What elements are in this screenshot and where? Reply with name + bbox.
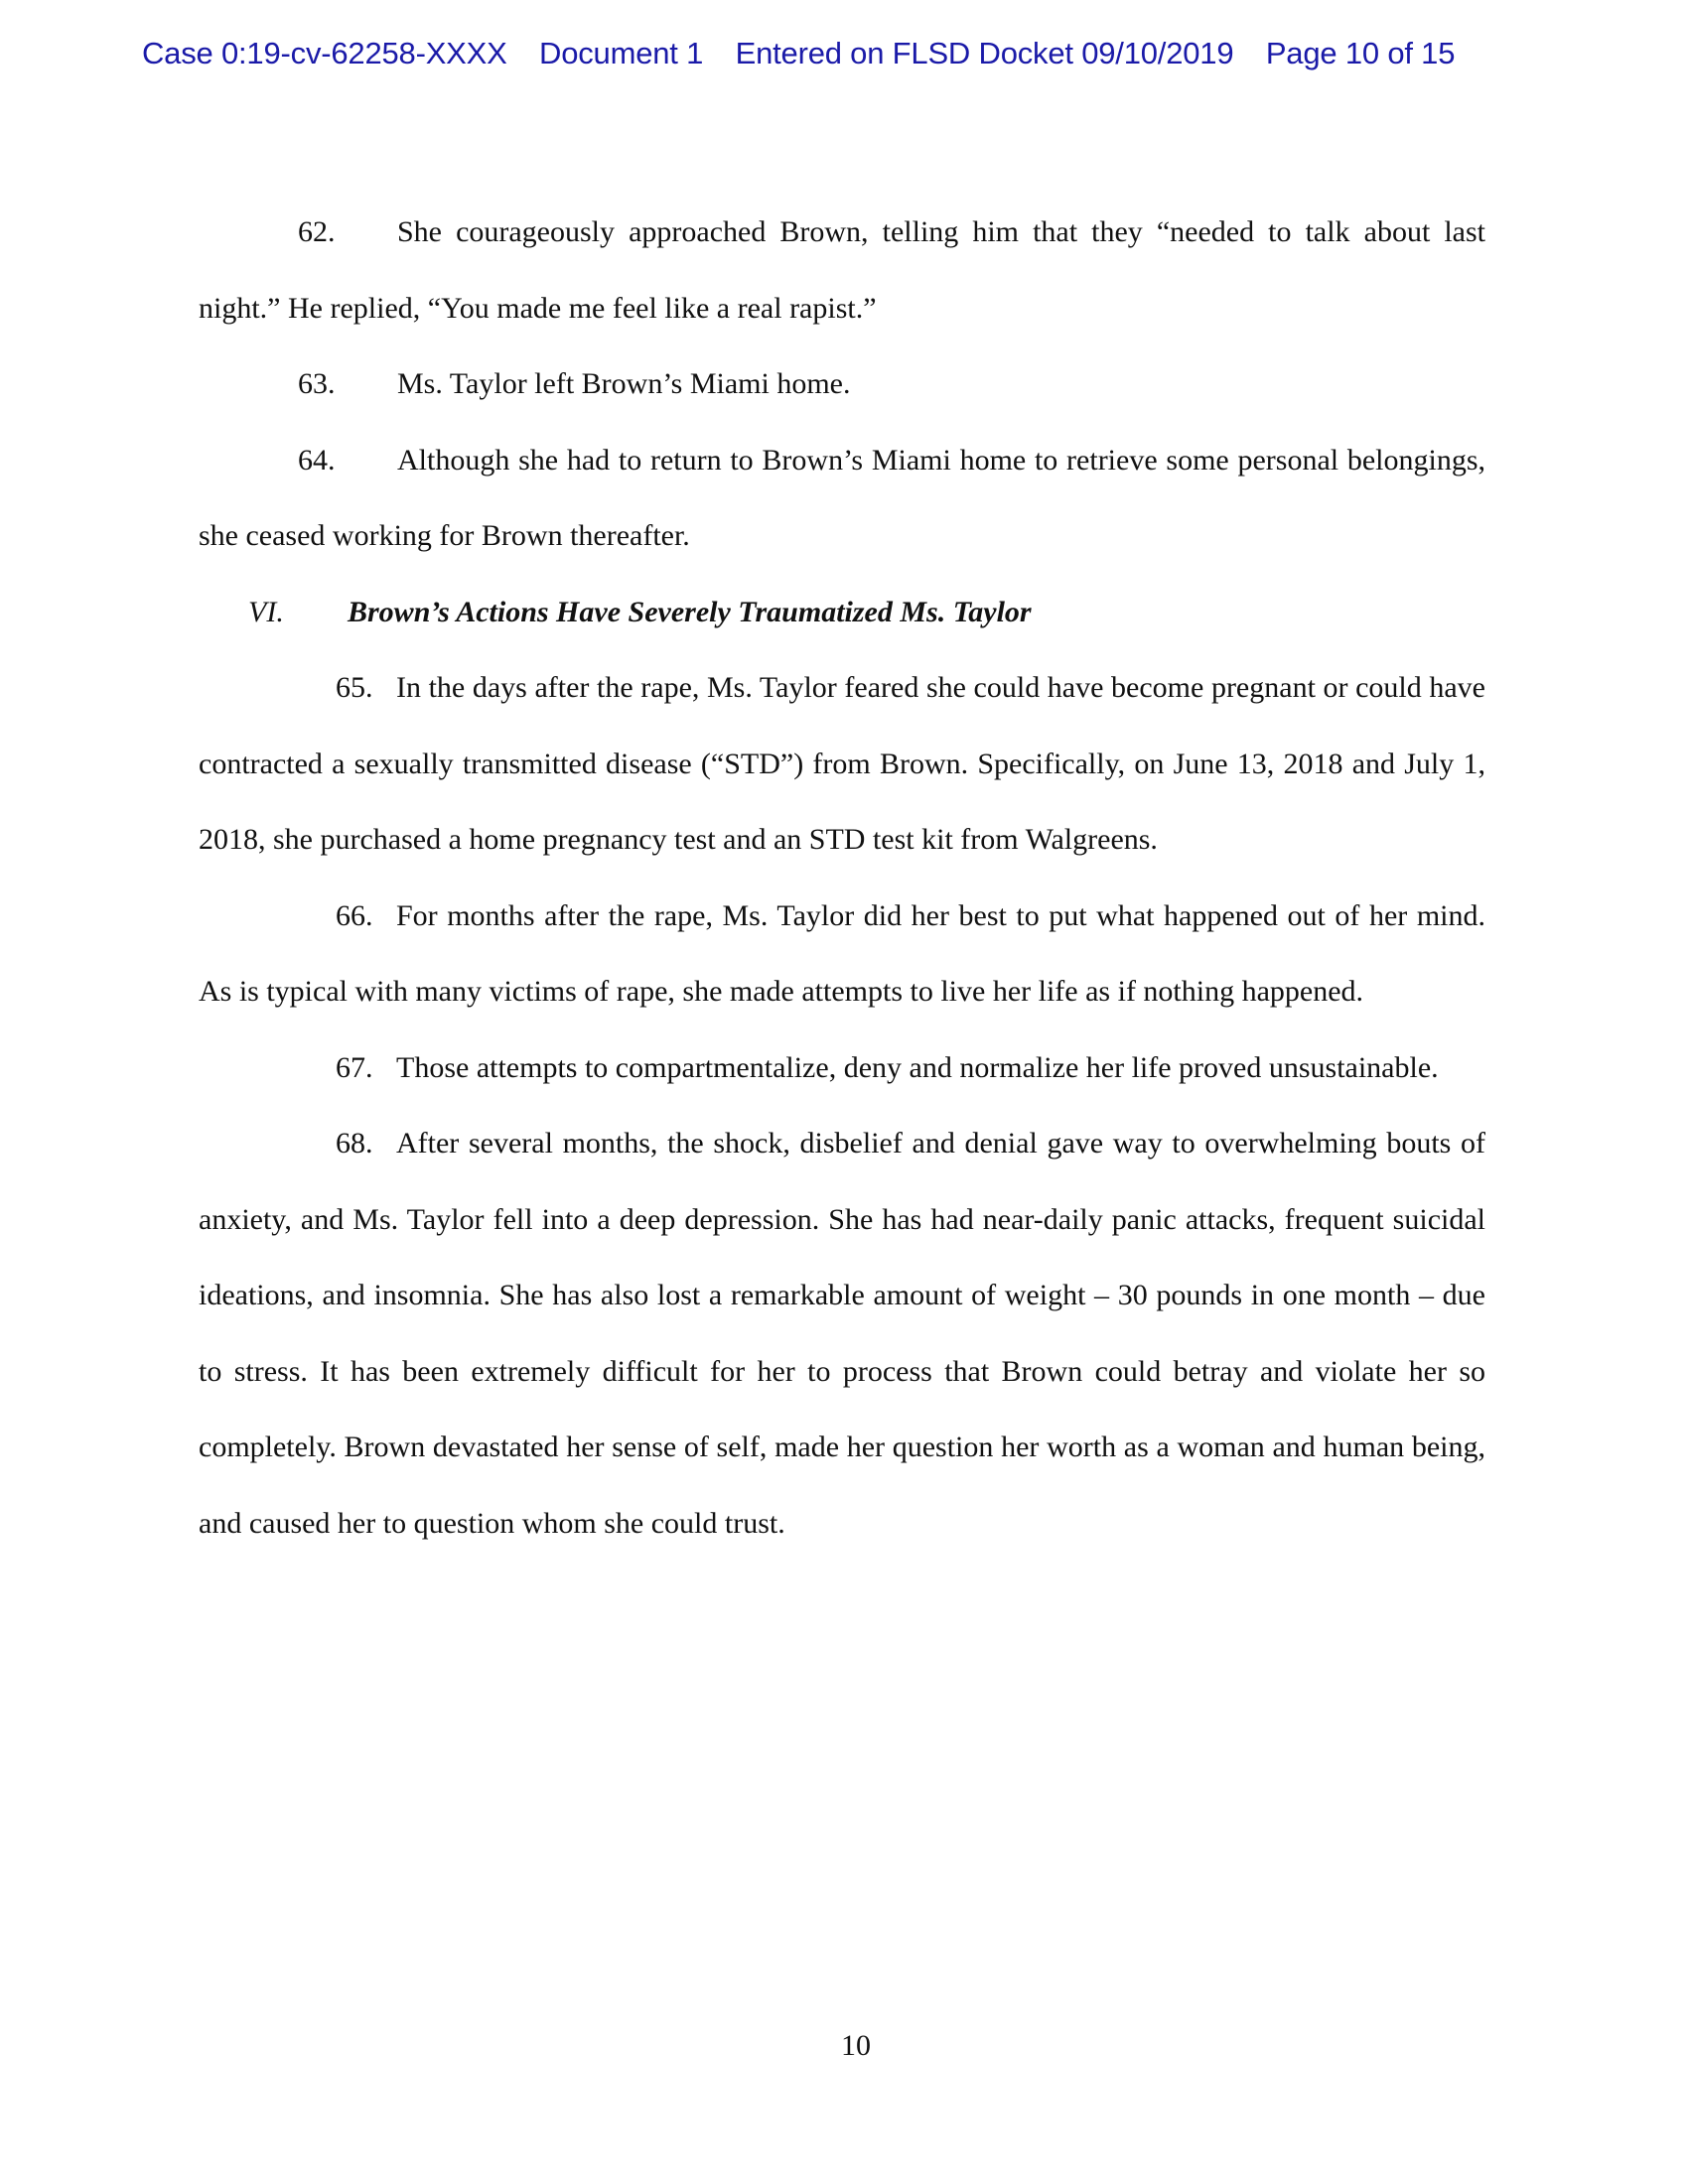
paragraph-68 (199, 1106, 1485, 1562)
paragraph-lead (199, 650, 396, 727)
section-number: VI. (248, 595, 284, 628)
paragraph-lead (199, 346, 397, 423)
paragraph-number: 62. (298, 215, 336, 248)
document-body (199, 195, 1485, 1562)
paragraph-66 (199, 879, 1485, 1030)
paragraph-lead (199, 195, 397, 271)
paragraph-63 (199, 346, 1485, 423)
paragraph-text: Those attempts to compartmentalize, deny and normalize her life proved unsustainable. (396, 1050, 1439, 1084)
page-number: 10 (841, 2029, 871, 2062)
paragraph-number: 66. (336, 898, 373, 932)
paragraph-text: She courageously approached Brown, telling him that they “needed to talk about last night.” He replied, “You made me feel like a real rapist.” (199, 215, 1485, 325)
paragraph-text: Although she had to return to Brown’s Miami home to retrieve some personal belongings, she ceased working for Brown thereafter. (199, 443, 1485, 552)
page-count: Page 10 of 15 (1265, 36, 1456, 70)
paragraph-62 (199, 195, 1485, 346)
paragraph-64 (199, 423, 1485, 575)
docket-header (142, 36, 1552, 71)
paragraph-lead (199, 423, 397, 499)
paragraph-lead (199, 879, 396, 955)
paragraph-text: For months after the rape, Ms. Taylor did her best to put what happened out of her mind. As is typical with many victims of rape, she made attempts to live her life as if nothing happened. (199, 898, 1485, 1008)
paragraph-number: 63. (298, 367, 336, 400)
paragraph-number: 65. (336, 671, 373, 704)
paragraph-text: In the days after the rape, Ms. Taylor feared she could have become pregnant or could have contracted a sexually transmitted disease (“STD”) from Brown. Specifically, on June 13, 2018 and July 1, 2018, she purchased a home pregnancy test and an STD test kit from Walgreens. (199, 671, 1485, 856)
document-number: Document 1 (539, 36, 704, 70)
case-number: Case 0:19-cv-62258-XXXX (142, 36, 507, 70)
paragraph-lead (199, 1030, 396, 1107)
entered-date: Entered on FLSD Docket 09/10/2019 (735, 36, 1234, 70)
paragraph-lead (199, 1106, 396, 1182)
paragraph-67 (199, 1030, 1485, 1107)
paragraph-text: Ms. Taylor left Brown’s Miami home. (397, 367, 851, 400)
paragraph-text: After several months, the shock, disbelief and denial gave way to overwhelming bouts of anxiety, and Ms. Taylor fell into a deep depression. She has had near-daily panic attacks, frequent suicidal ideations, and insomnia. She has also lost a remarkable amount of weight – 30 pounds in one month – due to stress. It has been extremely difficult for her to process that Brown could betray and violate her so completely. Brown devastated her sense of self, made her question her worth as a woman and human being, and caused her to question whom she could trust. (199, 1127, 1485, 1540)
paragraph-65 (199, 650, 1485, 879)
paragraph-number: 68. (336, 1127, 373, 1160)
section-title: Brown’s Actions Have Severely Traumatized Ms. Taylor (348, 595, 1032, 628)
section-heading (199, 575, 1485, 651)
paragraph-number: 64. (298, 443, 336, 477)
paragraph-number: 67. (336, 1050, 373, 1084)
